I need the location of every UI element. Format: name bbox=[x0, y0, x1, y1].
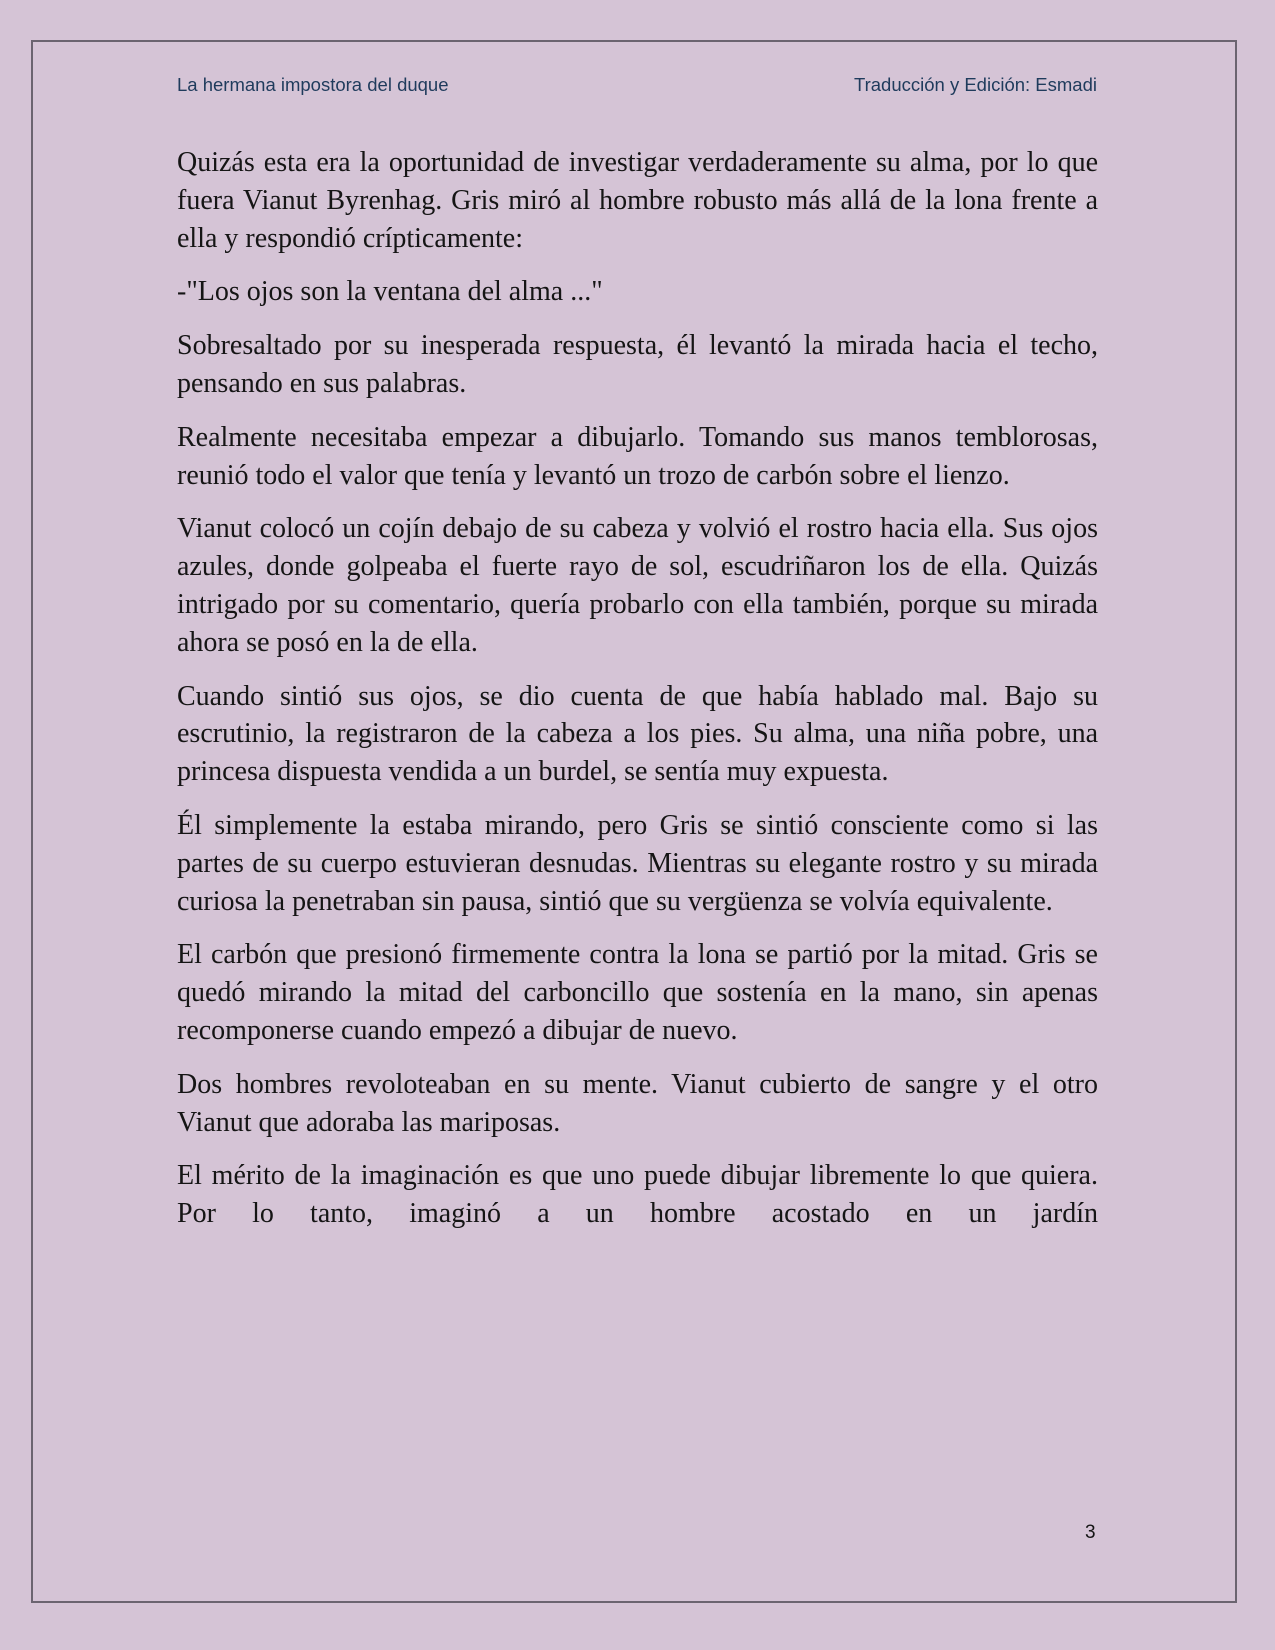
paragraph: El carbón que presionó firmemente contra la lona se partió por la mitad. Gris se quedó mirando la mitad del carboncillo que sostenía en la mano, sin apenas recomponerse cuando empezó a dibujar de nuevo. bbox=[177, 939, 1098, 1046]
paragraph: Sobresaltado por su inesperada respuesta, él levantó la mirada hacia el techo, pensando en sus palabras. bbox=[177, 330, 1098, 399]
paragraph: Realmente necesitaba empezar a dibujarlo. Tomando sus manos temblorosas, reunió todo el valor que tenía y levantó un trozo de carbón sobre el lienzo. bbox=[177, 421, 1098, 491]
paragraph: Él simplemente la estaba mirando, pero Gris se sintió consciente como si las partes de su cuerpo estuvieran desnudas. Mientras su elegante rostro y su mirada curiosa la penetraban sin pausa, sintió que su vergüenza se volvía equivalente. bbox=[177, 809, 1098, 917]
paragraph: Cuando sintió sus ojos, se dio cuenta de que había hablado mal. Bajo su escrutinio, la registraron de la cabeza a los pies. Su alma, una niña pobre, una princesa dispuesta vendida a un burdel, se sentía muy expuesta. bbox=[177, 680, 1098, 788]
header-book-title: La hermana impostora del duque bbox=[177, 74, 449, 95]
page-body bbox=[177, 144, 1098, 1233]
page-number: 3 bbox=[1085, 1522, 1096, 1543]
paragraph: El mérito de la imaginación es que uno puede dibujar libremente lo que quiera. Por lo tanto, imaginó a un hombre acostado en un jardín bbox=[177, 1160, 1098, 1230]
paragraph: -"Los ojos son la ventana del alma ..." bbox=[177, 276, 603, 308]
header-translation-credit: Traducción y Edición: Esmadi bbox=[853, 74, 1097, 95]
paragraph: Vianut colocó un cojín debajo de su cabeza y volvió el rostro hacia ella. Sus ojos azules, donde golpeaba el fuerte rayo de sol, escudriñaron los de ella. Quizás intrigado por su comentario, quería probarlo con ella también, porque su mirada ahora se posó en la de ella. bbox=[177, 513, 1098, 658]
page-header bbox=[177, 74, 1097, 96]
paragraph: Dos hombres revoloteaban en su mente. Vianut cubierto de sangre y el otro Vianut que adoraba las mariposas. bbox=[177, 1068, 1098, 1138]
paragraph: Quizás esta era la oportunidad de investigar verdaderamente su alma, por lo que fuera Vianut Byrenhag. Gris miró al hombre robusto más allá de la lona frente a ella y respondió crípticamente: bbox=[177, 147, 1098, 254]
